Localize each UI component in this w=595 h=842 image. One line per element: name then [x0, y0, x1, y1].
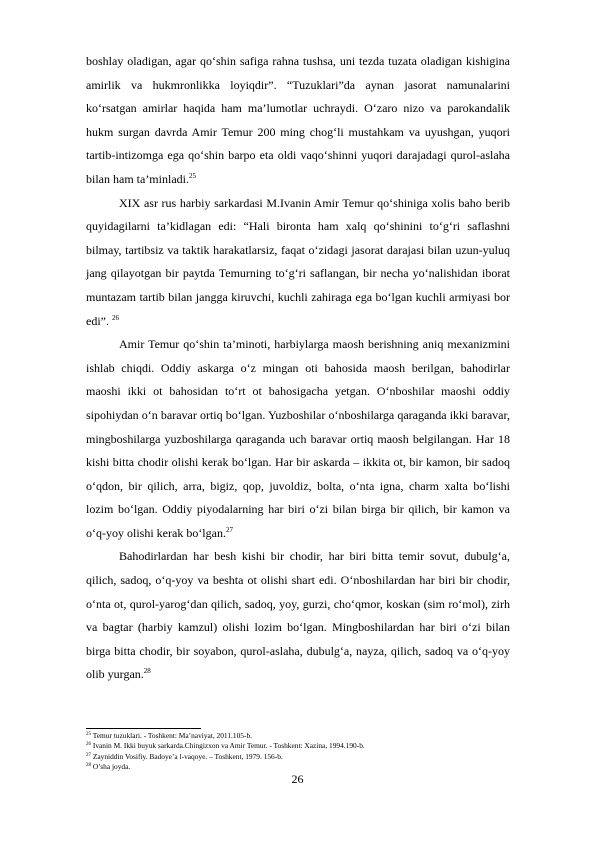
- paragraph-3: Amir Temur qo‘shin ta’minoti, harbiylarga maosh berishning aniq mexanizmini ishlab chiqdi. Oddiy askarga o‘z mingan oti bahosida maosh berilgan, bahodirlar maoshi ikki ot bahosidan to‘rt ot bahosigacha yetgan. O‘nboshilar maoshi oddiy sipohiydan o‘n baravar ortiq bo‘lgan. Yuzboshilar o‘nboshilarga qaraganda ikki baravar, mingboshilarga yuzboshilarga qaraganda uch baravar ortiq maosh belgilangan. Har 18 kishi bitta chodir olishi kerak bo‘lgan. Har bir askarda – ikkita ot, bir kamon, bir sadoq o‘qdon, bir qilich, arra, bigiz, qop, juvoldiz, bolta, o‘nta igna, charm xalta bo‘lishi lozim bo‘lgan. Oddiy piyodalarning har biri o‘zi bilan birga bir qilich, bir kamon va o‘q-yoy olishi kerak bo‘lgan.$^{27}$: [86, 337, 510, 540]
- footnote-27: $^{27}$ Zayniddin Vosifiy. Badoye’a l-vaqoye. – Toshkent, 1979. 156-b.: [86, 751, 283, 761]
- main-text: [86, 50, 510, 687]
- footnotes: [86, 731, 510, 772]
- footnote-25: $^{25}$ Temur tuzuklari. - Toshkent: Ma’naviyat, 2011.105-b.: [86, 731, 252, 740]
- page-number: 26: [291, 772, 304, 786]
- paragraph-2: XIX asr rus harbiy sarkardasi M.Ivanin Amir Temur qo‘shiniga xolis baho berib quyidagilarni ta’kidlagan edi: “Hali bironta ham xalq qo‘shinini to‘g‘ri saflashni bilmay, tartibsiz va taktik harakatlarsiz, faqat o‘zidagi jasorat darajasi bilan uzun-yuluq jang qilayotgan bir paytda Temurning to‘g‘ri saflangan, bir necha yo‘nalishidan iborat muntazam tartib bilan jangga kiruvchi, kuchli zahiraga ega bo‘lgan kuchli armiyasi bor edi”. $^{26}$: [86, 195, 510, 328]
- footnote-26: $^{26}$ Ivanin M. Ikki buyuk sarkarda.Chingizxon va Amir Temur. - Toshkent: Xazina, 1994.190-b.: [86, 741, 365, 751]
- paragraph-4: Bahodirlardan har besh kishi bir chodir, har biri bitta temir sovut, dubulg‘a, qilich, sadoq, o‘q-yoy va beshta ot olishi shart edi. O‘nboshilardan har biri bir chodir, o‘nta ot, qurol-yarog‘dan qilich, sadoq, yoy, gurzi, cho‘qmor, koskan (sim ro‘mol), zirh va bagtar (harbiy kamzul) olishi lozim bo‘lgan. Mingboshilardan har biri o‘zi bilan birga bitta chodir, bir soyabon, qurol-aslaha, dubulg‘a, nayza, qilich, sadoq va o‘q-yoy olib yurgan.$^{28}$: [86, 549, 510, 682]
- footnote-ref-27[interactable]: 27: [225, 525, 233, 534]
- footnote-ref-28[interactable]: 28: [143, 667, 151, 676]
- footnote-ref-25[interactable]: 25: [188, 171, 196, 180]
- paragraph-1: boshlay oladigan, agar qo‘shin safiga rahna tushsa, uni tezda tuzata oladigan kishigina amirlik va hukmronlikka loyiqdir”. “Tuzuklari”da aynan jasorat namunalarini ko‘rsatgan amirlar haqida ham ma’lumotlar uchraydi. O‘zaro nizo va parokandalik hukm surgan davrda Amir Temur 200 ming chog‘li mustahkam va uyushgan, yuqori tartib-intizomga ega qo‘shin barpo eta oldi vaqo‘shinni yuqori darajadagi qurol-aslaha bilan ham ta’minladi.$^{25}$: [86, 54, 510, 186]
- footnote-divider: [86, 728, 201, 729]
- footnote-ref-26[interactable]: 26: [112, 313, 119, 322]
- footnote-28: $^{28}$ O’sha joyda.: [86, 761, 131, 771]
